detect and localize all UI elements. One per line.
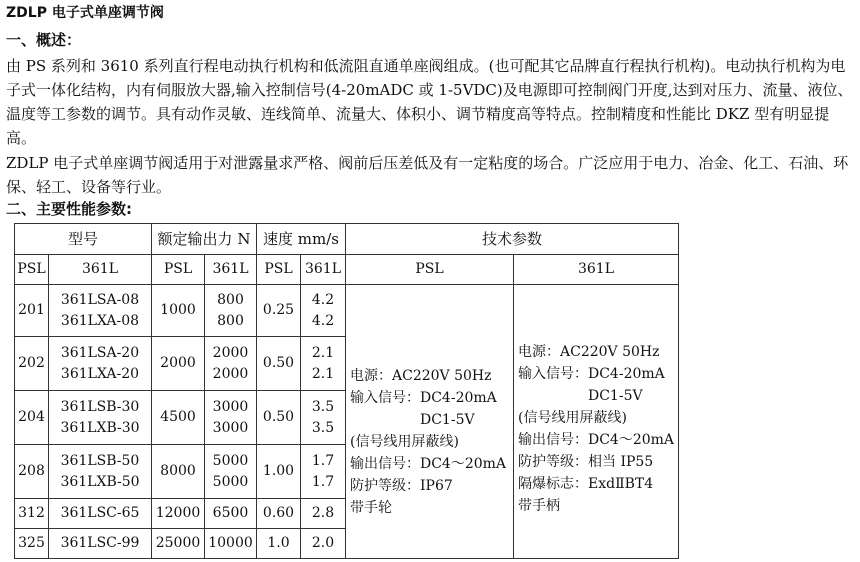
cell-speed-psl: 1.00 <box>257 445 301 499</box>
table-row <box>15 285 679 337</box>
cell-speed-361l <box>301 529 346 559</box>
cell-speed-361l <box>301 337 346 391</box>
cell-speed-361l-line: 3.5 <box>311 419 335 436</box>
cell-force-361l-line: 5000 <box>212 452 249 469</box>
cell-speed-361l-line: 2.8 <box>311 505 335 521</box>
cell-force-361l <box>205 391 257 445</box>
tech-params-361l <box>514 285 679 559</box>
cell-force-361l-line: 3000 <box>212 398 249 415</box>
cell-force-361l-line: 10000 <box>208 535 253 551</box>
cell-361l-model-line: 361LXB-30 <box>60 419 140 436</box>
cell-361l-model-line: 361LSC-99 <box>60 535 140 551</box>
cell-361l-model-line: 361LXA-08 <box>60 312 140 329</box>
cell-361l-model-line: 361LSA-20 <box>60 344 140 361</box>
cell-force-psl: 2000 <box>152 337 205 391</box>
subheader-speed-361l: 361L <box>301 255 346 285</box>
cell-speed-361l <box>301 445 346 499</box>
cell-361l-model-line: 361LSB-50 <box>60 452 140 469</box>
cell-psl-model: 202 <box>15 337 49 391</box>
cell-psl-model: 204 <box>15 391 49 445</box>
cell-361l-model-line: 361LSB-30 <box>60 398 140 415</box>
cell-speed-361l-line: 4.2 <box>311 312 335 329</box>
cell-speed-psl: 1.0 <box>257 529 301 559</box>
doc-title: ZDLP 电子式单座调节阀 <box>6 5 164 21</box>
cell-361l-model <box>49 391 152 445</box>
cell-361l-model <box>49 445 152 499</box>
header-model: 型号 <box>15 224 152 255</box>
header-row <box>15 224 679 255</box>
tech-361l-line: 电源：AC220V 50Hz <box>518 343 660 360</box>
header-tech: 技术参数 <box>346 224 679 255</box>
cell-361l-model-line: 361LXB-50 <box>60 473 140 490</box>
overview-paragraph-2: ZDLP 电子式单座调节阀适用于对泄露量求严格、阀前后压差低及有一定粘度的场合。广泛应用于电力、冶金、化工、石油、环保、轻工、设备等行业。 <box>6 154 849 196</box>
cell-force-psl: 8000 <box>152 445 205 499</box>
tech-361l-line: 输入信号：DC4-20mA <box>518 365 665 382</box>
tech-psl-line: 电源：AC220V 50Hz <box>350 367 492 384</box>
header-force: 额定输出力 N <box>152 224 257 255</box>
overview-paragraph-1: 由 PS 系列和 3610 系列直行程电动执行机构和低流阻直通单座阀组成。(也可配其它品牌直行程执行机构)。电动执行机构为电子式一体化结构，内有伺服放大器,输入控制信号(4-20mADC 或 1-5VDC)及电源即可控制阀门开度,达到对压力、流量、液位、温度等工参数的调节。具有动作灵敏、连线简单、流量大、体积小、调节精度高等特点。控制精度和性能比 DKZ 型有明显提高。 <box>6 57 853 147</box>
subheader-speed-psl: PSL <box>257 255 301 285</box>
cell-speed-psl: 0.60 <box>257 499 301 529</box>
cell-speed-361l <box>301 499 346 529</box>
cell-speed-361l-line: 1.7 <box>311 452 335 469</box>
tech-psl-line: DC1-5V <box>350 411 475 428</box>
cell-force-psl: 4500 <box>152 391 205 445</box>
cell-psl-model: 208 <box>15 445 49 499</box>
cell-force-361l <box>205 445 257 499</box>
tech-psl-line: 输入信号：DC4-20mA <box>350 389 497 406</box>
tech-361l-line: DC1-5V <box>518 387 643 404</box>
spec-table <box>14 223 679 559</box>
cell-361l-model-line: 361LSA-08 <box>60 291 140 308</box>
subheader-row <box>15 255 679 285</box>
cell-speed-361l <box>301 285 346 337</box>
tech-361l-line: 防护等级：相当 IP55 <box>518 453 654 470</box>
tech-psl-line: (信号线用屏蔽线) <box>350 433 459 450</box>
tech-params-psl <box>346 285 514 559</box>
cell-force-361l <box>205 499 257 529</box>
cell-speed-361l <box>301 391 346 445</box>
tech-psl-line: 带手轮 <box>350 499 392 516</box>
cell-speed-361l-line: 2.0 <box>311 535 335 551</box>
subheader-force-psl: PSL <box>152 255 205 285</box>
cell-force-361l-line: 2000 <box>212 365 249 382</box>
cell-361l-model <box>49 285 152 337</box>
cell-force-361l-line: 800 <box>217 291 244 308</box>
cell-speed-361l-line: 1.7 <box>311 473 335 490</box>
cell-force-361l <box>205 529 257 559</box>
cell-speed-361l-line: 2.1 <box>311 365 335 382</box>
subheader-force-361l: 361L <box>205 255 257 285</box>
cell-361l-model-line: 361LSC-65 <box>60 505 140 521</box>
cell-speed-361l-line: 4.2 <box>311 291 335 308</box>
cell-force-361l <box>205 337 257 391</box>
cell-speed-361l-line: 3.5 <box>311 398 335 415</box>
cell-361l-model <box>49 529 152 559</box>
tech-361l-line: (信号线用屏蔽线) <box>518 409 627 426</box>
cell-force-361l <box>205 285 257 337</box>
cell-force-361l-line: 3000 <box>212 419 249 436</box>
cell-361l-model <box>49 499 152 529</box>
cell-force-psl: 25000 <box>152 529 205 559</box>
subheader-tech-361l: 361L <box>514 255 679 285</box>
tech-psl-line: 输出信号：DC4～20mA <box>350 455 507 472</box>
cell-psl-model: 201 <box>15 285 49 337</box>
tech-361l-line: 输出信号：DC4～20mA <box>518 431 675 448</box>
subheader-model-361l: 361L <box>49 255 152 285</box>
cell-speed-psl: 0.50 <box>257 391 301 445</box>
cell-psl-model: 312 <box>15 499 49 529</box>
cell-speed-psl: 0.25 <box>257 285 301 337</box>
tech-361l-line: 带手柄 <box>518 497 560 514</box>
cell-force-361l-line: 5000 <box>212 473 249 490</box>
subheader-tech-psl: PSL <box>346 255 514 285</box>
cell-force-361l-line: 2000 <box>212 344 249 361</box>
section-heading-specs: 二、主要性能参数: <box>6 200 132 218</box>
cell-psl-model: 325 <box>15 529 49 559</box>
cell-force-psl: 1000 <box>152 285 205 337</box>
section-heading-overview: 一、概述： <box>6 31 82 49</box>
cell-361l-model <box>49 337 152 391</box>
header-speed: 速度 mm/s <box>257 224 346 255</box>
cell-force-361l-line: 6500 <box>212 505 249 521</box>
subheader-model-psl: PSL <box>15 255 49 285</box>
cell-speed-361l-line: 2.1 <box>311 344 335 361</box>
cell-force-361l-line: 800 <box>217 312 244 329</box>
tech-psl-line: 防护等级：IP67 <box>350 477 453 494</box>
cell-361l-model-line: 361LXA-20 <box>60 365 140 382</box>
tech-361l-line: 隔爆标志：ExdⅡBT4 <box>518 475 654 492</box>
cell-speed-psl: 0.50 <box>257 337 301 391</box>
cell-force-psl: 12000 <box>152 499 205 529</box>
